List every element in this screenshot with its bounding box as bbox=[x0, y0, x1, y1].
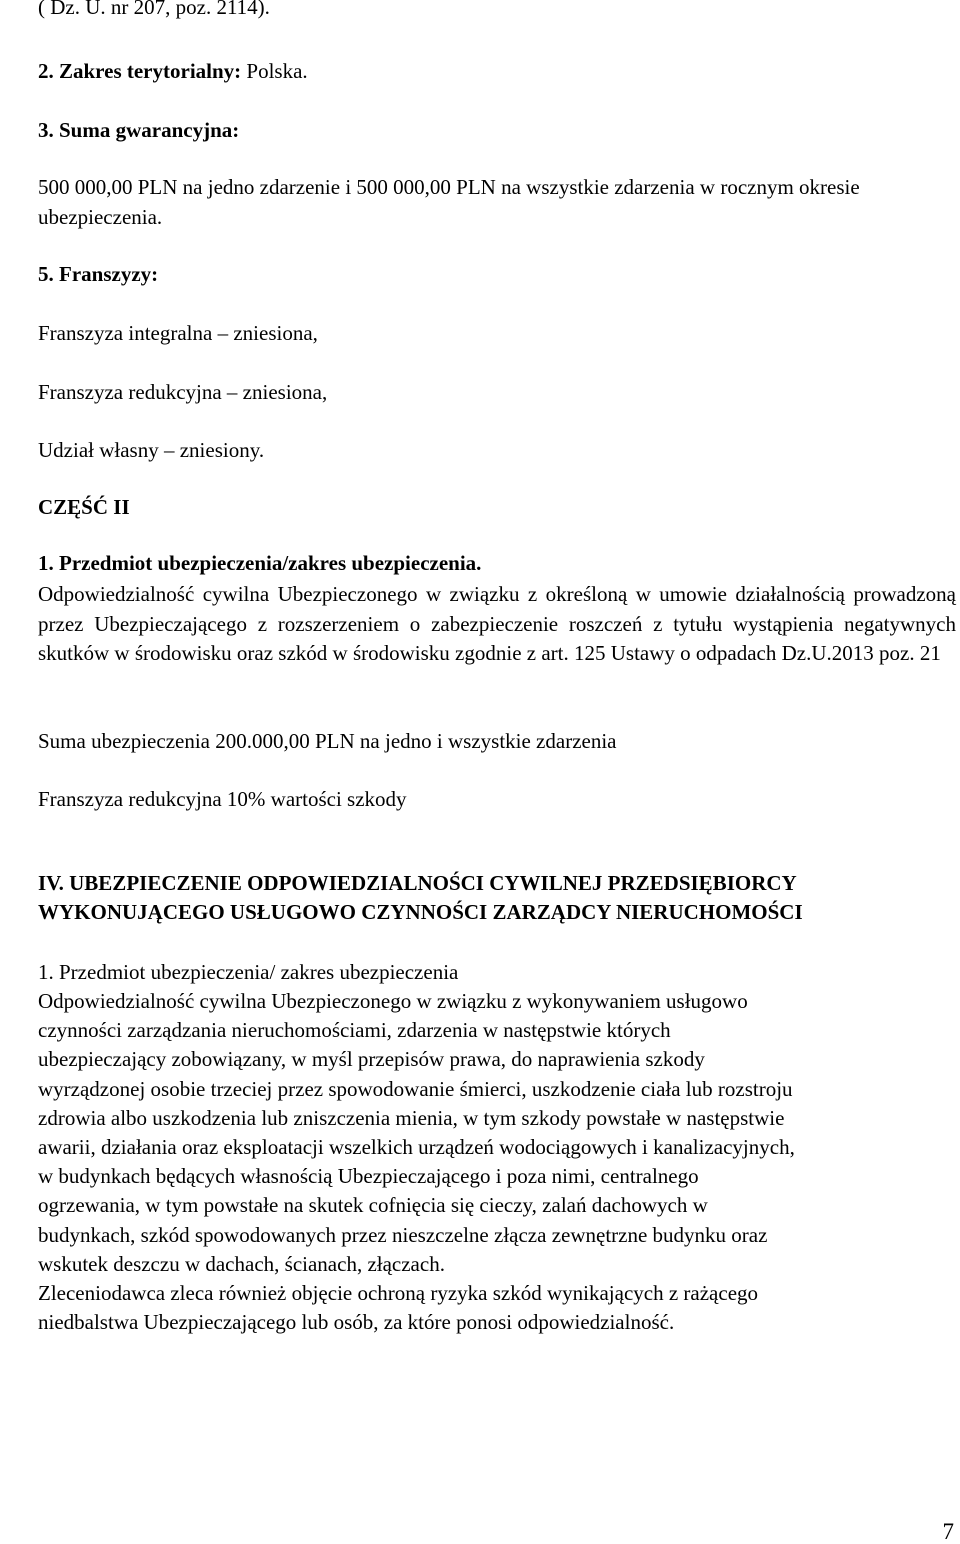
territory-value: Polska. bbox=[241, 59, 308, 83]
legal-reference: ( Dz. U. nr 207, poz. 2114). bbox=[38, 0, 270, 19]
text-line: wyrządzonej osobie trzeciej przez spowodowanie śmierci, uszkodzenie ciała lub rozstroju bbox=[38, 1076, 793, 1101]
sum-insured-text: 500 000,00 PLN na jedno zdarzenie i 500 000,00 PLN na wszystkie zdarzenia w rocznym okresie ubezpieczenia. bbox=[38, 175, 860, 229]
text-line: budynkach, szkód spowodowanych przez nieszczelne złącza zewnętrzne budynku oraz bbox=[38, 1222, 768, 1247]
territory-item bbox=[38, 59, 308, 83]
part2-heading: CZĘŚĆ II bbox=[38, 495, 130, 519]
territory-label: 2. Zakres terytorialny: bbox=[38, 59, 242, 83]
sum-insured-heading: 3. Suma gwarancyjna: bbox=[38, 118, 240, 142]
text-line: ogrzewania, w tym powstałe na skutek cofnięcia się cieczy, zalań dachowych w bbox=[38, 1193, 708, 1218]
section4-heading: IV. UBEZPIECZENIE ODPOWIEDZIALNOŚCI CYWILNEJ PRZEDSIĘBIORCY WYKONUJĄCEGO USŁUGOWO CZYNNOŚCI ZARZĄDCY NIERUCHOMOŚCI bbox=[38, 871, 803, 924]
part2-subject-heading: 1. Przedmiot ubezpieczenia/zakres ubezpieczenia. bbox=[38, 551, 482, 575]
section4-text bbox=[38, 987, 938, 1337]
part2-deductible: Franszyza redukcyjna 10% wartości szkody bbox=[38, 787, 407, 811]
text-line: ubezpieczający zobowiązany, w myśl przepisów prawa, do naprawienia szkody bbox=[38, 1047, 705, 1072]
deductible-item: Udział własny – zniesiony. bbox=[38, 438, 265, 462]
part2-subject-text: Odpowiedzialność cywilna Ubezpieczonego w związku z określoną w umowie działalnością prowadzoną przez Ubezpieczającego z rozszerzeniem o zabezpieczenie roszczeń z tytułu wystąpienia negatywnych skutków w środowisku oraz szkód w środowisku zgodnie z art. 125 Ustawy o odpadach Dz.U.2013 poz. 21 bbox=[38, 582, 956, 665]
text-line: czynności zarządzania nieruchomościami, zdarzenia w następstwie których bbox=[38, 1018, 671, 1043]
text-line: niedbalstwa Ubezpieczającego lub osób, za które ponosi odpowiedzialność. bbox=[38, 1310, 675, 1335]
text-line: wskutek deszczu w dachach, ścianach, złączach. bbox=[38, 1251, 445, 1276]
page-number: 7 bbox=[942, 1519, 954, 1544]
deductible-item: Franszyza redukcyjna – zniesiona, bbox=[38, 380, 328, 404]
text-line: awarii, działania oraz eksploatacji wszelkich urządzeń wodociągowych i kanalizacyjnych, bbox=[38, 1135, 795, 1160]
text-line: Zleceniodawca zleca również objęcie ochroną ryzyka szkód wynikających z rażącego bbox=[38, 1281, 759, 1306]
text-line: Odpowiedzialność cywilna Ubezpieczonego w związku z wykonywaniem usługowo bbox=[38, 989, 748, 1013]
section4-subject-heading: 1. Przedmiot ubezpieczenia/ zakres ubezpieczenia bbox=[38, 960, 459, 984]
part2-sum: Suma ubezpieczenia 200.000,00 PLN na jedno i wszystkie zdarzenia bbox=[38, 729, 617, 753]
text-line: w budynkach będących własnością Ubezpieczającego i poza nimi, centralnego bbox=[38, 1164, 699, 1189]
text-line: zdrowia albo uszkodzenia lub zniszczenia mienia, w tym szkody powstałe w następstwie bbox=[38, 1105, 785, 1130]
deductible-item: Franszyza integralna – zniesiona, bbox=[38, 321, 318, 345]
deductibles-heading: 5. Franszyzy: bbox=[38, 262, 159, 286]
